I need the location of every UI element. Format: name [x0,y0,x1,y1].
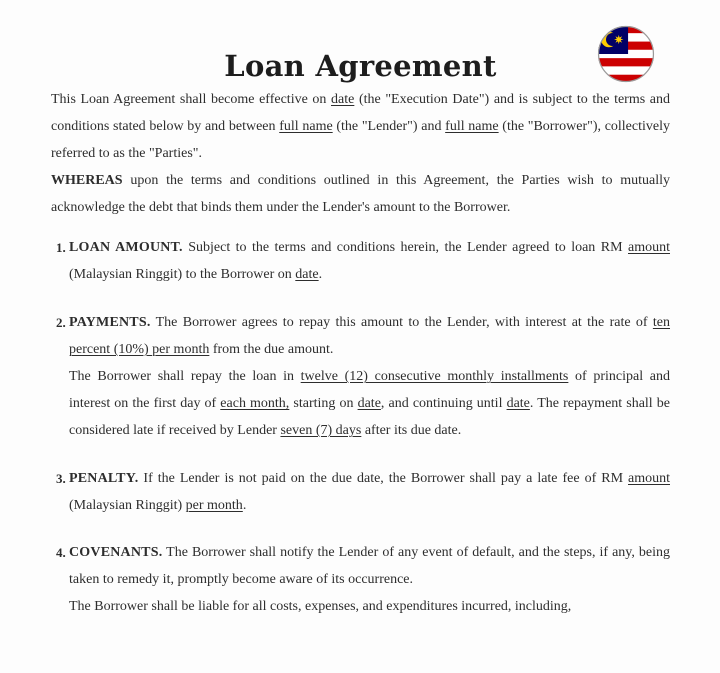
item-heading: PENALTY. [69,471,139,486]
flag-star [614,35,623,44]
item-covenants [51,539,670,620]
item-body-text: Subject to the terms and conditions herein, the Lender agreed to loan RM amount (Malaysian Ringgit) to the Borrower on date. [69,240,670,282]
item-payments [51,309,670,444]
item-body-text: The Borrower shall notify the Lender of any event of default, and the steps, if any, being taken to remedy it, promptly become aware of its occurrence. [69,545,670,587]
item-paragraph [69,539,670,593]
whereas-paragraph: WHEREAS upon the terms and conditions outlined in this Agreement, the Parties wish to mutually acknowledge the debt that binds them under the Lender's amount to the Borrower. [51,173,670,215]
item-heading: LOAN AMOUNT. [69,240,183,255]
item-paragraph [69,465,670,519]
document-title: Loan Agreement [224,49,497,83]
item-paragraph: The Borrower shall repay the loan in twelve (12) consecutive monthly installments of principal and interest on the first day of each month, starting on date, and continuing until date. The repayment shall be considered late if received by Lender seven (7) days after its due date. [69,369,671,438]
item-penalty [51,465,670,519]
item-paragraph [69,309,670,363]
intro-paragraph: This Loan Agreement shall become effective on date (the "Execution Date") and is subject to the terms and conditions stated below by and between full name (the "Lender") and full name (the "Borrower"), collectively referred to as the "Parties". [51,92,670,161]
item-number: 2. [56,315,66,330]
item-loan-amount [51,234,670,288]
item-body-text: The Borrower agrees to repay this amount to the Lender, with interest at the rate of ten percent (10%) per month from the due amount. [69,315,670,357]
item-number: 4. [56,545,66,560]
item-paragraph [69,234,670,288]
item-number: 3. [56,471,66,486]
item-body-text: If the Lender is not paid on the due date, the Borrower shall pay a late fee of RM amount (Malaysian Ringgit) per month. [69,471,670,513]
malaysia-flag-icon [597,25,655,83]
flag-stripes [597,25,655,83]
item-number: 1. [56,240,66,255]
item-heading: COVENANTS. [69,545,163,560]
item-paragraph: The Borrower shall be liable for all costs, expenses, and expenditures incurred, including, [69,599,572,614]
item-heading: PAYMENTS. [69,315,151,330]
